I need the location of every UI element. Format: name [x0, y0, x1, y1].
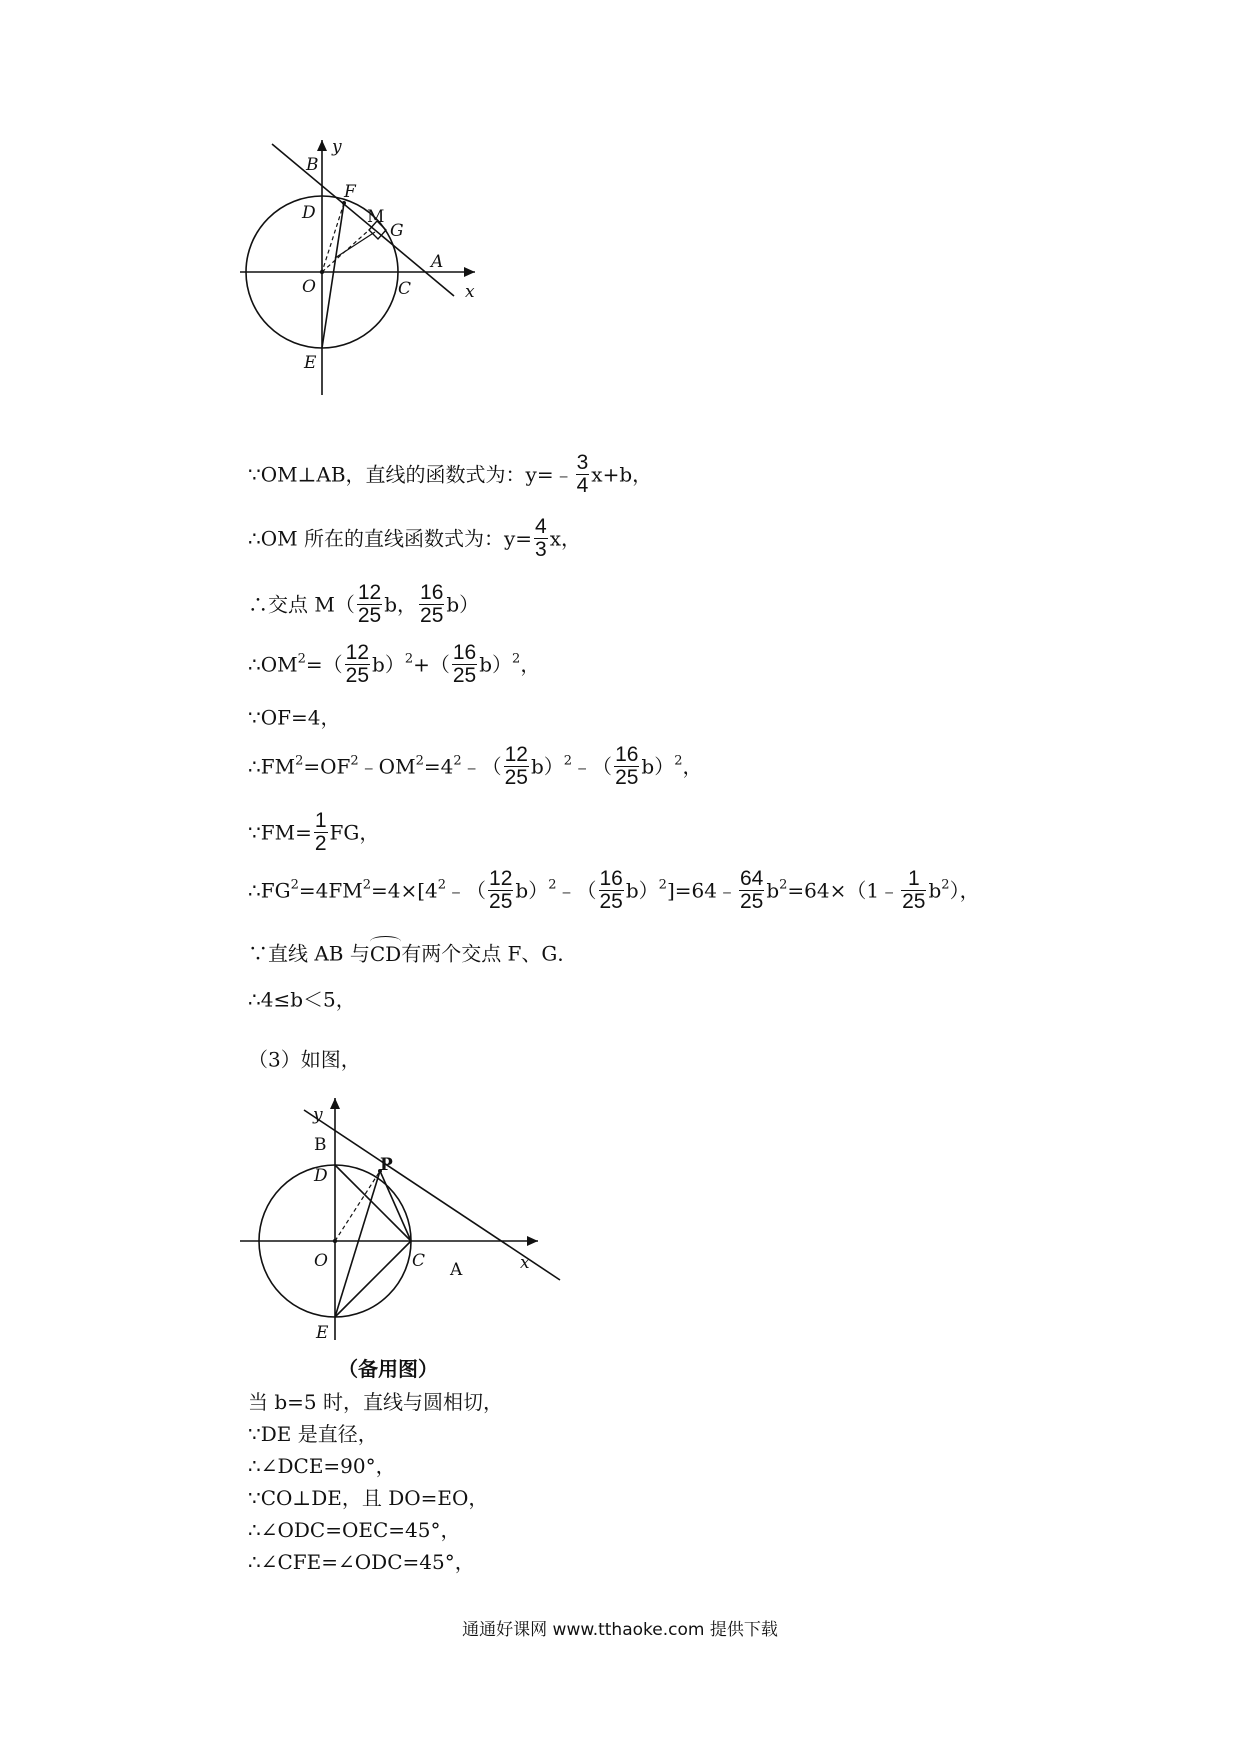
fraction-numerator: 16 — [420, 581, 444, 604]
superscript: 2 — [362, 877, 371, 893]
fraction-numerator: 1 — [314, 809, 327, 832]
line-text: b） — [372, 652, 405, 677]
line-text: +（ — [413, 652, 450, 677]
figure-1-diagram — [240, 140, 560, 440]
solution-line — [248, 516, 581, 561]
line-text: 有两个交点 F、G． — [401, 941, 578, 966]
solution-line — [248, 940, 577, 966]
superscript: 2 — [437, 877, 447, 893]
fig1-label-f: F — [344, 182, 356, 202]
line-text: ﹣（ — [572, 754, 613, 779]
superscript: 2 — [350, 753, 359, 769]
line-text: ∵直线 AB 与 — [248, 941, 370, 966]
superscript: 2 — [658, 877, 667, 893]
fraction-denominator: 25 — [739, 890, 764, 913]
solution-line — [248, 1046, 361, 1072]
solution-line: ∴∠ODC=OEC=45°， — [248, 1518, 461, 1542]
solution-line — [248, 704, 340, 730]
fraction-numerator: 12 — [345, 641, 370, 664]
superscript: 2 — [563, 753, 573, 769]
figure-2 — [240, 1098, 570, 1358]
fraction-denominator: 25 — [504, 766, 528, 789]
line-text: ∴FM — [248, 754, 296, 779]
line-text: （3）如图， — [248, 1047, 361, 1072]
line-text: ， — [520, 652, 541, 677]
line-text: ]=64﹣ — [666, 878, 737, 903]
line-text: b） — [446, 592, 480, 617]
fraction-denominator: 25 — [345, 664, 370, 687]
fraction-denominator: 4 — [576, 474, 589, 497]
line-text: ﹣（ — [446, 878, 487, 903]
fraction-numerator: 16 — [599, 867, 623, 890]
fraction-numerator: 64 — [739, 867, 764, 890]
fig1-label-c: C — [398, 279, 412, 299]
solution-line — [248, 744, 703, 789]
solution-line — [248, 452, 652, 497]
solution-line — [248, 868, 980, 913]
line-text: ∴交点 M（ — [248, 592, 355, 617]
page-footer: 通通好课网 www.tthaoke.com 提供下载 — [462, 1620, 778, 1640]
line-text: x， — [549, 526, 581, 551]
superscript: 2 — [295, 753, 304, 769]
fraction-denominator: 2 — [314, 832, 327, 855]
fraction — [452, 642, 477, 687]
fraction-denominator: 25 — [452, 664, 477, 687]
line-text: =4 — [423, 754, 454, 779]
fig1-label-a: A — [431, 252, 444, 272]
fraction — [314, 810, 328, 855]
line-text: ﹣（ — [556, 878, 597, 903]
fraction — [534, 516, 548, 561]
fig2-label-a: A — [450, 1260, 463, 1280]
line-text: ∴FG — [248, 878, 291, 903]
fig2-label-y: y — [313, 1105, 323, 1125]
fraction-numerator: 16 — [452, 641, 477, 664]
line-text: b） — [515, 878, 549, 903]
line-text: ﹣（ — [461, 754, 502, 779]
fraction — [419, 582, 444, 627]
figure-2-caption: （备用图） — [338, 1357, 438, 1381]
fig1-label-b: B — [306, 155, 319, 175]
fig2-label-d: D — [314, 1166, 328, 1186]
solution-line — [248, 986, 356, 1012]
fig1-label-m: M — [367, 207, 385, 227]
solution-line: ∵DE 是直径， — [248, 1422, 378, 1446]
superscript: 2 — [941, 877, 950, 893]
solution-line — [248, 642, 540, 687]
solution-line: 当 b=5 时，直线与圆相切， — [248, 1390, 503, 1414]
line-text: ∵FM= — [248, 820, 312, 845]
line-text: ∵OF=4， — [248, 705, 341, 730]
fraction — [599, 868, 624, 913]
fraction — [739, 868, 764, 913]
line-text: b， — [384, 592, 418, 617]
line-text: =OF — [303, 754, 351, 779]
fig1-label-o: O — [302, 277, 316, 297]
fig1-label-g: G — [390, 221, 404, 241]
fraction — [488, 868, 513, 913]
fig1-label-d: D — [302, 203, 316, 223]
fraction-denominator: 25 — [357, 604, 382, 627]
superscript: 2 — [512, 651, 521, 667]
superscript: 2 — [290, 877, 299, 893]
fraction — [614, 744, 639, 789]
line-text: b — [928, 878, 942, 903]
fraction-denominator: 3 — [535, 538, 547, 561]
fraction-numerator: 1 — [901, 868, 926, 891]
arc-notation: CD — [369, 941, 402, 966]
line-text: b） — [625, 878, 659, 903]
solution-line — [248, 810, 379, 855]
line-text: =4FM — [298, 878, 363, 903]
line-text: ﹣OM — [358, 754, 416, 779]
fraction-denominator: 25 — [489, 890, 513, 913]
fraction — [345, 642, 370, 687]
fraction-numerator: 4 — [535, 515, 547, 538]
line-text: b — [766, 878, 780, 903]
fig2-label-o: O — [314, 1251, 328, 1271]
fraction-numerator: 12 — [504, 743, 528, 766]
superscript: 2 — [779, 877, 788, 893]
line-text: ∴OM — [248, 652, 298, 677]
fraction-numerator: 16 — [615, 743, 639, 766]
line-text: b） — [479, 652, 513, 677]
fig2-label-p: P — [380, 1155, 393, 1175]
fig2-label-b: B — [314, 1135, 327, 1155]
superscript: 2 — [453, 753, 462, 769]
line-text: ， — [682, 754, 703, 779]
fraction — [504, 744, 529, 789]
solution-line: ∵CO⊥DE，且 DO=EO， — [248, 1486, 489, 1510]
fraction-numerator: 12 — [489, 867, 513, 890]
figure-1 — [240, 140, 560, 440]
fig2-label-e: E — [316, 1323, 329, 1343]
superscript: 2 — [548, 877, 557, 893]
fig2-label-x: x — [520, 1253, 530, 1273]
superscript: 2 — [415, 753, 424, 769]
line-text: ∴4≤b＜5， — [248, 987, 356, 1012]
fig1-label-e: E — [304, 353, 317, 373]
line-text: ∵OM⊥AB，直线的函数式为：y=﹣ — [248, 462, 574, 487]
fraction — [576, 452, 590, 497]
fraction-numerator: 3 — [576, 451, 589, 474]
solution-line: ∴∠DCE=90°， — [248, 1454, 396, 1478]
solution-line: ∴∠CFE=∠ODC=45°， — [248, 1550, 475, 1574]
line-text: FG， — [329, 820, 380, 845]
superscript: 2 — [404, 651, 414, 667]
fraction-denominator: 25 — [902, 890, 926, 913]
fraction-numerator: 12 — [357, 581, 382, 604]
fraction-denominator: 25 — [615, 766, 639, 789]
line-text: ∴OM 所在的直线函数式为：y= — [248, 526, 533, 551]
fraction-denominator: 25 — [420, 604, 444, 627]
superscript: 2 — [674, 753, 683, 769]
fig2-label-c: C — [412, 1251, 426, 1271]
figure-2-diagram — [240, 1098, 570, 1358]
solution-line — [248, 582, 479, 627]
line-text: b） — [641, 754, 675, 779]
line-text: =64×（1﹣ — [787, 878, 900, 903]
line-text: ）， — [949, 878, 980, 903]
line-text: b） — [530, 754, 564, 779]
line-text: x+b， — [591, 462, 653, 487]
line-text: =（ — [305, 652, 343, 677]
fraction — [357, 582, 382, 627]
line-text: =4×[4 — [370, 878, 438, 903]
fraction — [901, 868, 926, 913]
superscript: 2 — [297, 651, 306, 667]
fraction-denominator: 25 — [599, 890, 623, 913]
fig1-label-y: y — [332, 140, 342, 157]
fig1-label-x: x — [465, 282, 475, 302]
